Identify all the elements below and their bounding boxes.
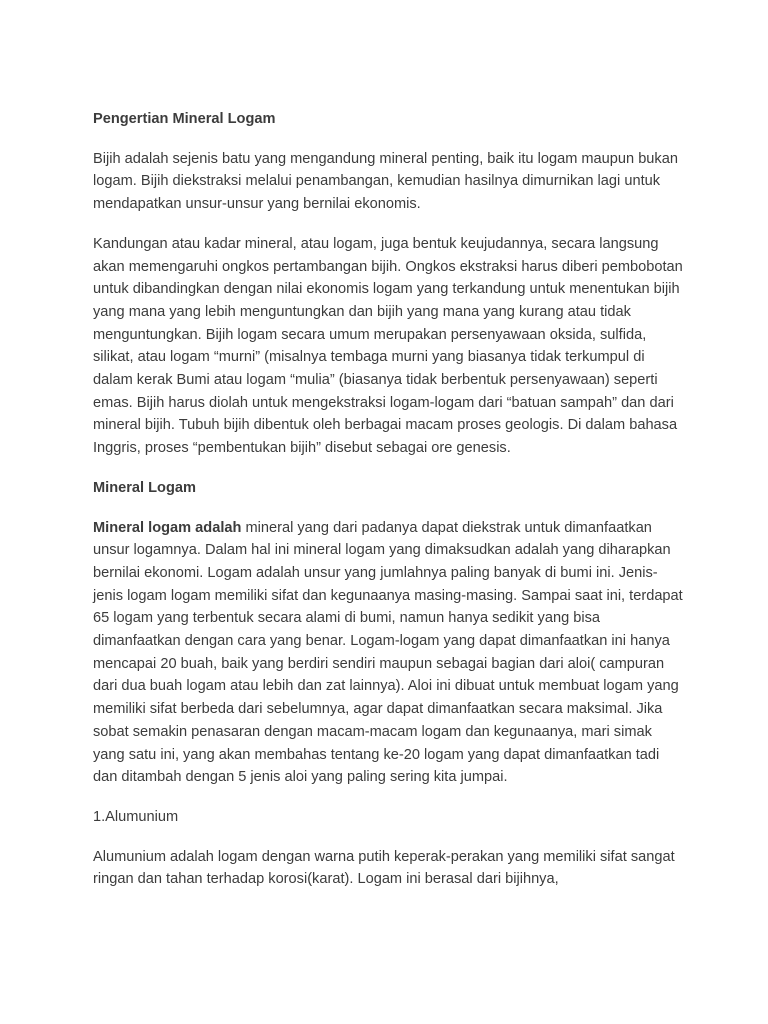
paragraph-bijih-definition: Bijih adalah sejenis batu yang mengandung mineral penting, baik itu logam maupun bukan logam. Bijih diekstraksi melalui penambangan, kemudian hasilnya dimurnikan lagi untuk mendapatkan unsur-unsur yang bernilai ekonomis.: [93, 150, 678, 213]
paragraph-mineral-logam-body: mineral yang dari padanya dapat diekstrak untuk dimanfaatkan unsur logamnya. Dalam hal ini mineral logam yang dimaksudkan adalah yang diharapkan bernilai ekonomi. Logam adalah unsur yang jumlahnya paling banyak di bumi ini. Jenis-jenis logam logam memiliki sifat dan kegunaanya masing-masing. Sampai saat ini, terdapat 65 logam yang terbentuk secara alami di bumi, namun hanya sedikit yang bisa dimanfaatkan dengan cara yang benar. Logam-logam yang dapat dimanfaatkan ini hanya mencapai 20 buah, baik yang berdiri sendiri maupun sebagai bagian dari aloi( campuran dari dua buah logam atau lebih dan zat lainnya). Aloi ini dibuat untuk membuat logam yang memiliki sifat berbeda dari sebelumnya, agar dapat dimanfaatkan secara maksimal. Jika sobat semakin penasaran dengan macam-macam logam dan kegunaanya, mari simak yang satu ini, yang akan membahas tentang ke-20 logam yang dapat dimanfaatkan tadi dan ditambah dengan 5 jenis aloi yang paling sering kita jumpai.: [93, 519, 683, 786]
document-page: [93, 108, 683, 908]
section-heading-pengertian: Pengertian Mineral Logam: [93, 111, 276, 127]
section-heading-mineral-logam: Mineral Logam: [93, 479, 196, 496]
paragraph-alumunium: Alumunium adalah logam dengan warna putih keperak-perakan yang memiliki sifat sangat ringan dan tahan terhadap korosi(karat). Logam ini berasal dari bijihnya,: [93, 848, 675, 888]
paragraph-mineral-logam: [93, 517, 683, 789]
section-heading-alumunium: 1.Alumunium: [93, 808, 179, 825]
bold-lead-text: Mineral logam adalah: [93, 519, 242, 536]
paragraph-kandungan-mineral: Kandungan atau kadar mineral, atau logam, juga bentuk keujudannya, secara langsung akan memengaruhi ongkos pertambangan bijih. Ongkos ekstraksi harus diberi pembobotan untuk dibandingkan dengan nilai ekonomis logam yang terkandung untuk menentukan bijih yang mana yang lebih menguntungkan dan bijih yang mana yang kurang atau tidak menguntungkan. Bijih logam secara umum merupakan persenyawaan oksida, sulfida, silikat, atau logam “murni” (misalnya tembaga murni yang biasanya tidak terkumpul di dalam kerak Bumi atau logam “mulia” (biasanya tidak berbentuk persenyawaan) seperti emas. Bijih harus diolah untuk mengekstraksi logam-logam dari “batuan sampah” dan dari mineral bijih. Tubuh bijih dibentuk oleh berbagai macam proses geologis. Di dalam bahasa Inggris, proses “pembentukan bijih” disebut sebagai ore genesis.: [93, 235, 683, 457]
